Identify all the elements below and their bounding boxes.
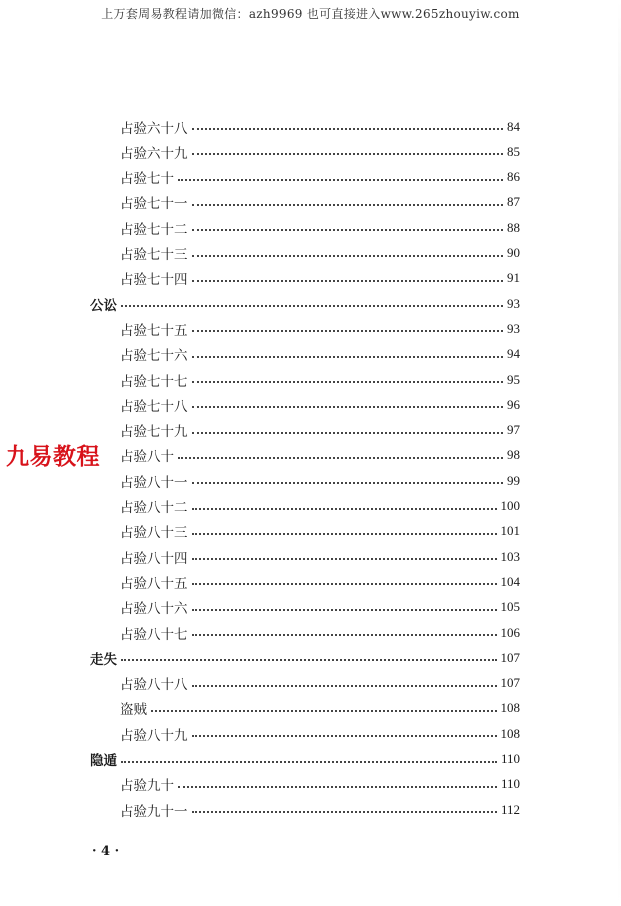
header-note: 上万套周易教程请加微信：azh9969 也可直接进入www.265zhouyiw.com bbox=[101, 7, 520, 21]
toc-entry-title: 占验八十六 bbox=[120, 601, 188, 618]
toc-entry-row bbox=[120, 266, 520, 291]
toc-dot-leader bbox=[192, 255, 504, 257]
toc-dot-leader bbox=[192, 609, 497, 611]
toc-entry-page: 95 bbox=[507, 371, 520, 387]
toc-entry-title: 公讼 bbox=[90, 297, 117, 314]
toc-entry-row bbox=[120, 494, 520, 519]
toc-dot-leader bbox=[192, 735, 497, 737]
toc-entry-page: 105 bbox=[500, 599, 520, 615]
toc-entry-page: 100 bbox=[500, 498, 520, 513]
toc-entry-page: 93 bbox=[507, 320, 520, 336]
toc-entry-title: 占验九十一 bbox=[120, 803, 188, 820]
toc-entry-page: 107 bbox=[500, 675, 520, 691]
toc-entry-page: 106 bbox=[500, 624, 520, 640]
toc-entry-title: 占验六十八 bbox=[120, 120, 188, 137]
toc-entry-page: 107 bbox=[500, 649, 520, 665]
toc-entry-page: 85 bbox=[507, 143, 520, 159]
toc-entry-row bbox=[120, 241, 520, 266]
toc-entry-page: 112 bbox=[500, 801, 520, 817]
toc-entry-title: 占验七十三 bbox=[120, 247, 188, 263]
toc-dot-leader bbox=[192, 482, 504, 484]
toc-dot-leader bbox=[121, 761, 497, 763]
toc-dot-leader bbox=[192, 432, 504, 434]
toc-entry-title: 占验七十七 bbox=[120, 373, 188, 390]
toc-entry-page: 84 bbox=[507, 118, 520, 134]
toc-entry-row bbox=[120, 392, 520, 417]
toc-entry-title: 占验七十四 bbox=[120, 272, 188, 289]
toc-dot-leader bbox=[192, 583, 497, 585]
toc-entry-row bbox=[120, 165, 520, 190]
toc-entry-title: 占验七十一 bbox=[120, 196, 188, 213]
toc-section-row bbox=[90, 747, 520, 772]
toc-entry-page: 108 bbox=[500, 725, 520, 741]
toc-entry-page: 97 bbox=[507, 422, 520, 438]
toc-entry-page: 101 bbox=[500, 523, 520, 539]
toc-entry-title: 占验九十 bbox=[120, 778, 174, 795]
toc-entry-title: 占验八十四 bbox=[120, 550, 188, 567]
toc-entry-row bbox=[120, 721, 520, 746]
toc-entry-page: 86 bbox=[507, 169, 520, 185]
toc-dot-leader bbox=[192, 533, 497, 535]
toc-entry-row bbox=[120, 620, 520, 645]
toc-entry-row bbox=[120, 215, 520, 240]
toc-entry-title: 占验七十六 bbox=[120, 348, 188, 365]
toc-entry-title: 占验八十七 bbox=[120, 626, 188, 643]
toc-entry-page: 94 bbox=[507, 346, 520, 362]
toc-entry-page: 87 bbox=[507, 194, 520, 210]
toc-dot-leader bbox=[192, 153, 504, 155]
toc-entry-page: 96 bbox=[507, 396, 520, 412]
toc-dot-leader bbox=[192, 381, 504, 383]
toc-entry-row bbox=[120, 367, 520, 392]
toc-entry-page: 91 bbox=[507, 270, 520, 286]
toc-entry-title: 占验七十五 bbox=[120, 322, 188, 339]
toc-dot-leader bbox=[192, 811, 497, 813]
toc-entry-row bbox=[120, 443, 520, 468]
toc-entry-row bbox=[120, 519, 520, 544]
toc-entry-row bbox=[120, 797, 520, 822]
toc-entry-row bbox=[120, 139, 520, 164]
toc-entry-row bbox=[120, 190, 520, 215]
toc-entry-title: 盗贼 bbox=[120, 702, 147, 719]
toc-entry-title: 占验八十五 bbox=[120, 575, 188, 592]
toc-entry-row bbox=[120, 418, 520, 443]
toc-entry-row bbox=[120, 114, 520, 139]
toc-entry-row bbox=[120, 468, 520, 493]
toc-entry-row bbox=[120, 544, 520, 569]
toc-entry-page: 108 bbox=[500, 700, 520, 716]
toc-entry-row bbox=[120, 696, 520, 721]
toc-entry-row bbox=[120, 772, 520, 797]
toc-entry-title: 占验八十三 bbox=[120, 525, 188, 542]
toc-dot-leader bbox=[121, 659, 497, 661]
toc-entry-title: 走失 bbox=[90, 651, 117, 668]
toc-entry-row bbox=[120, 671, 520, 696]
toc-entry-page: 99 bbox=[507, 472, 520, 488]
toc-entry-page: 93 bbox=[507, 295, 520, 311]
toc-entry-page: 104 bbox=[500, 573, 520, 589]
page-number: · 4 · bbox=[92, 844, 120, 859]
toc-entry-title: 占验七十八 bbox=[120, 398, 188, 415]
toc-entry-title: 占验八十九 bbox=[120, 727, 188, 744]
toc-dot-leader bbox=[192, 356, 504, 358]
toc-dot-leader bbox=[192, 406, 504, 408]
toc-entry-row bbox=[120, 569, 520, 594]
toc-entry-title: 占验八十八 bbox=[120, 677, 188, 694]
toc-entry-row bbox=[120, 595, 520, 620]
toc-section-row bbox=[90, 291, 520, 316]
watermark-text: 九易教程 bbox=[6, 444, 100, 470]
toc-entry-title: 占验七十二 bbox=[120, 221, 188, 238]
toc-entry-title: 占验八十 bbox=[120, 449, 174, 466]
toc-dot-leader bbox=[178, 786, 497, 788]
toc-entry-page: 90 bbox=[507, 245, 520, 260]
toc-dot-leader bbox=[178, 179, 503, 181]
toc-dot-leader bbox=[192, 330, 504, 332]
toc-entry-title: 隐遁 bbox=[90, 753, 117, 769]
toc-dot-leader bbox=[192, 229, 504, 231]
toc-dot-leader bbox=[192, 204, 504, 206]
toc-dot-leader bbox=[192, 128, 504, 130]
toc-entry-row bbox=[120, 342, 520, 367]
toc-entry-title: 占验七十九 bbox=[120, 424, 188, 441]
toc-entry-title: 占验八十二 bbox=[120, 500, 188, 516]
toc-dot-leader bbox=[192, 634, 497, 636]
toc-dot-leader bbox=[192, 280, 504, 282]
toc-entry-row bbox=[120, 316, 520, 341]
toc-dot-leader bbox=[151, 710, 497, 712]
toc-dot-leader bbox=[192, 685, 497, 687]
toc-entry-page: 110 bbox=[500, 776, 520, 792]
toc-entry-page: 98 bbox=[507, 447, 520, 463]
toc-dot-leader bbox=[178, 457, 503, 459]
toc-dot-leader bbox=[192, 558, 497, 560]
toc-entry-title: 占验六十九 bbox=[120, 145, 188, 162]
toc-dot-leader bbox=[121, 305, 503, 307]
toc-entry-title: 占验七十 bbox=[120, 171, 174, 188]
toc-entry-title: 占验八十一 bbox=[120, 474, 188, 491]
toc-entry-page: 88 bbox=[507, 219, 520, 235]
toc-entry-page: 103 bbox=[500, 548, 520, 564]
toc-section-row bbox=[90, 645, 520, 670]
toc-entry-page: 110 bbox=[500, 751, 520, 766]
toc-dot-leader bbox=[192, 508, 497, 510]
